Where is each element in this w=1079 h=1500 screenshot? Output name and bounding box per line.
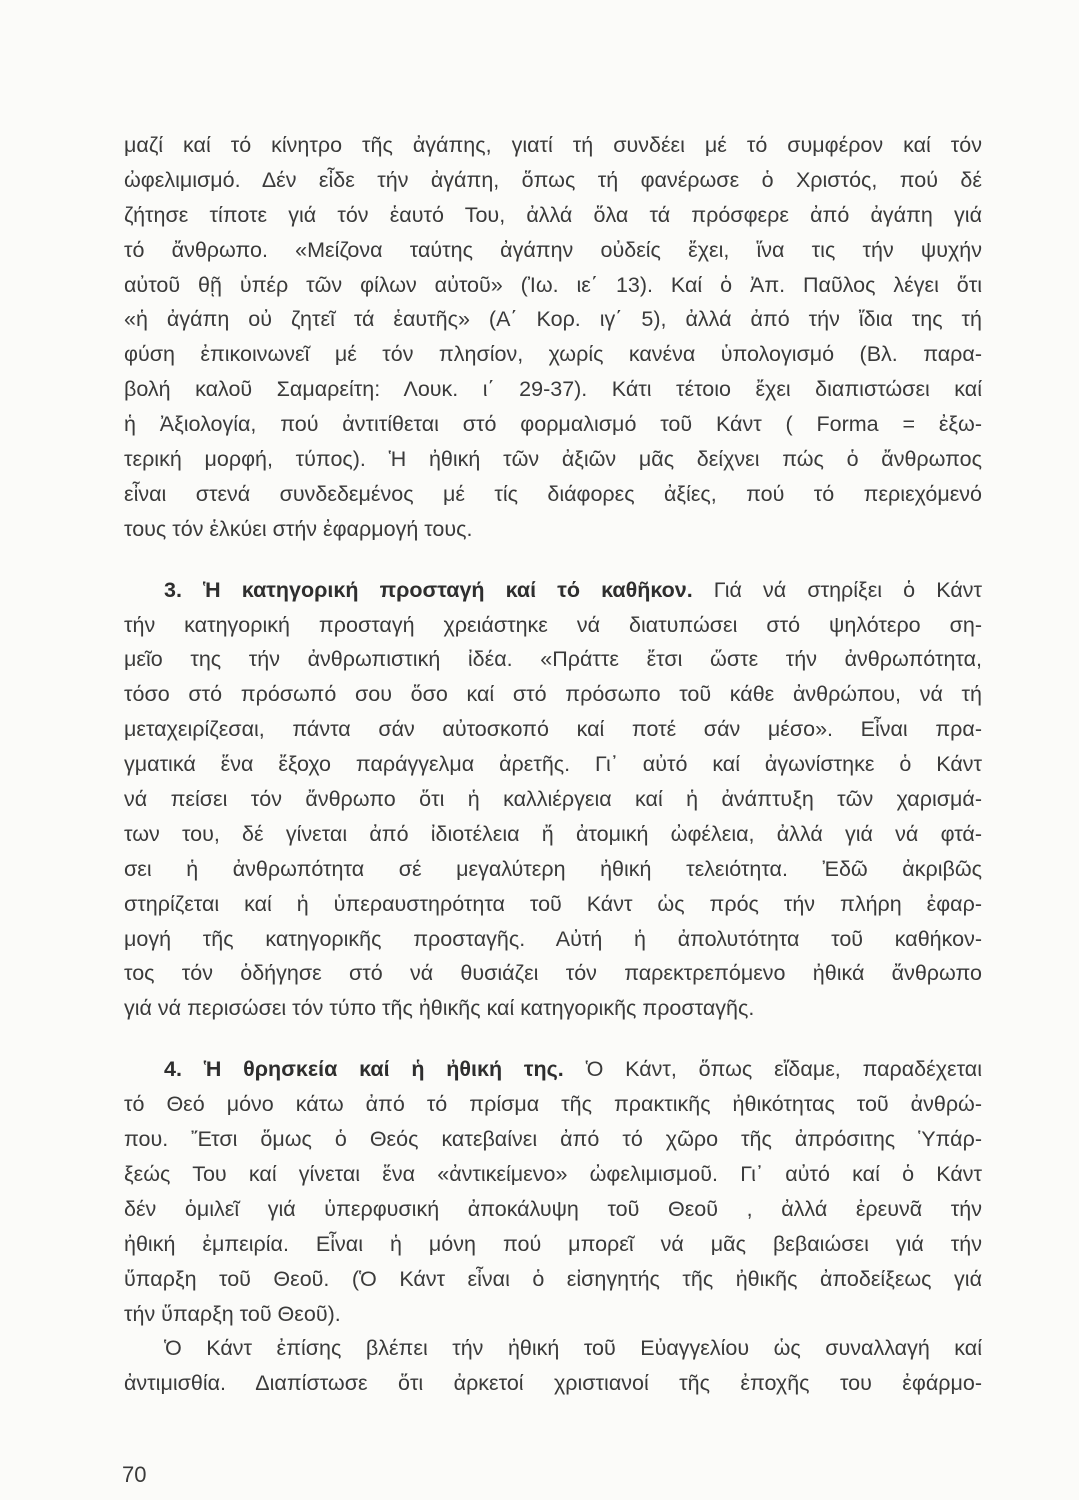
text-line: τό ἄνθρωπο. «Μείζονα ταύτης ἀγάπην οὐδείς ἔχει, ἵνα τις τήν ψυχήν [124,237,982,262]
section-3-first-line: Γιά νά στηρίξει ὁ Κάντ [692,577,982,602]
text-line: ἠθική ἐμπειρία. Εἶναι ἡ μόνη πού μπορεῖ νά μᾶς βεβαιώσει γιά τήν [124,1231,982,1256]
text-line: Ὁ Κάντ ἐπίσης βλέπει τήν ἠθική τοῦ Εὐαγγελίου ὡς συναλλαγή καί [164,1336,982,1361]
text-line: ζήτησε τίποτε γιά τόν ἑαυτό Του, ἀλλά ὅλα τά πρόσφερε ἀπό ἀγάπη γιά [124,202,982,227]
section-4-first-line: Ὁ Κάντ, ὅπως εἴδαμε, παραδέχεται [563,1057,983,1082]
text-line: σει ἡ ἀνθρωπότητα σέ μεγαλύτερη ἠθική τελειότητα. Ἐδῶ ἀκριβῶς [124,856,982,881]
text-line: ἡ Ἀξιολογία, πού ἀντιτίθεται στό φορμαλισμό τοῦ Κάντ ( Forma = ἐξω- [124,412,982,437]
text-line: μεταχειρίζεσαι, πάντα σάν αὐτοσκοπό καί ποτέ σάν μέσο». Εἶναι πρα- [124,717,982,742]
text-line: φύση ἐπικοινωνεῖ μέ τόν πλησίον, χωρίς κανένα ὑπολογισμό (Βλ. παρα- [124,342,982,367]
paragraph-final [124,1331,982,1401]
text-line: τό Θεό μόνο κάτω ἀπό τό πρίσμα τῆς πρακτικῆς ἠθικότητας τοῦ ἀνθρώ- [124,1092,982,1117]
text-line: αὐτοῦ θῇ ὑπέρ τῶν φίλων αὐτοῦ» (Ἰω. ιε΄ 13). Καί ὁ Ἀπ. Παῦλος λέγει ὅτι [124,272,982,297]
text-line: των του, δέ γίνεται ἀπό ἰδιοτέλεια ἤ ἀτομική ὠφέλεια, ἀλλά γιά νά φτά- [124,821,982,846]
text-line: τήν κατηγορική προσταγή χρειάστηκε νά διατυπώσει στό ψηλότερο ση- [124,612,982,637]
text-line: γιά νά περισώσει τόν τύπο τῆς ἠθικῆς καί κατηγορικῆς προσταγῆς. [124,996,755,1021]
text-line: γματικά ἕνα ἔξοχο παράγγελμα ἀρετῆς. Γι᾿ αὐτό καί ἀγωνίστηκε ὁ Κάντ [124,752,982,777]
text-line: μαζί καί τό κίνητρο τῆς ἀγάπης, γιατί τή συνδέει μέ τό συμφέρον καί τόν [124,133,982,157]
text-line: μογή τῆς κατηγορικῆς προσταγῆς. Αὐτή ἡ ἀπολυτότητα τοῦ καθήκον- [124,926,982,951]
text-line: τερική μορφή, τύπος). Ἡ ἠθική τῶν ἀξιῶν μᾶς δείχνει πώς ὁ ἄνθρωπος [124,447,982,472]
text-line: που. Ἔτσι ὅμως ὁ Θεός κατεβαίνει ἀπό τό χῶρο τῆς ἀπρόσιτης Ὑπάρ- [124,1127,982,1152]
section-3-heading: 3. Ἡ κατηγορική προσταγή καί τό καθῆκον. [164,577,693,602]
text-line: τόσο στό πρόσωπό σου ὅσο καί στό πρόσωπο τοῦ κάθε ἀνθρώπου, νά τή [124,682,982,707]
section-3 [124,573,982,1027]
paragraph-1 [124,128,982,547]
section-heading-line [124,573,982,608]
text-line: δέν ὁμιλεῖ γιά ὑπερφυσική ἀποκάλυψη τοῦ Θεοῦ , ἀλλά ἐρευνᾶ τήν [124,1196,982,1221]
text-line: εἶναι στενά συνδεδεμένος μέ τίς διάφορες ἀξίες, πού τό περιεχόμενό [124,481,982,506]
text-line: ὕπαρξη τοῦ Θεοῦ. (Ὁ Κάντ εἶναι ὁ εἰσηγητής τῆς ἠθικῆς ἀποδείξεως γιά [124,1266,982,1291]
section-4-heading: 4. Ἡ θρησκεία καί ἡ ἠθική της. [164,1057,564,1082]
text-line: ὠφελιμισμό. Δέν εἶδε τήν ἀγάπη, ὅπως τή φανέρωσε ὁ Χριστός, πού δέ [124,167,982,192]
text-line: βολή καλοῦ Σαμαρείτη: Λουκ. ι΄ 29-37). Κάτι τέτοιο ἔχει διαπιστώσει καί [124,377,982,402]
text-line: τους τόν ἑλκύει στήν ἐφαρμογή τους. [124,516,473,541]
text-line: «ἡ ἀγάπη οὐ ζητεῖ τά ἑαυτῆς» (Α΄ Κορ. ιγ΄ 5), ἀλλά ἀπό τήν ἴδια της τή [124,307,982,332]
text-line: νά πείσει τόν ἄνθρωπο ὅτι ἡ καλλιέργεια καί ἡ ἀνάπτυξη τῶν χαρισμά- [124,787,982,812]
section-4 [124,1052,982,1331]
page-body [124,128,982,1401]
page-number: 70 [122,1462,147,1487]
text-line: στηρίζεται καί ἡ ὑπεραυστηρότητα τοῦ Κάντ ὡς πρός τήν πλήρη ἐφαρ- [124,891,982,916]
text-line: ξεώς Του καί γίνεται ἕνα «ἀντικείμενο» ὠφελιμισμοῦ. Γι᾿ αὐτό καί ὁ Κάντ [124,1161,982,1186]
section-heading-line [124,1052,982,1087]
text-line: τήν ὕπαρξη τοῦ Θεοῦ). [124,1301,341,1326]
text-line: μεῖο της τήν ἀνθρωπιστική ἰδέα. «Πράττε ἔτσι ὥστε τήν ἀνθρωπότητα, [124,647,982,672]
text-line: τος τόν ὁδήγησε στό νά θυσιάζει τόν παρεκτρεπόμενο ἠθικά ἄνθρωπο [124,961,982,986]
text-line: ἀντιμισθία. Διαπίστωσε ὅτι ἀρκετοί χριστιανοί τῆς ἐποχῆς του ἐφάρμο- [124,1371,982,1396]
